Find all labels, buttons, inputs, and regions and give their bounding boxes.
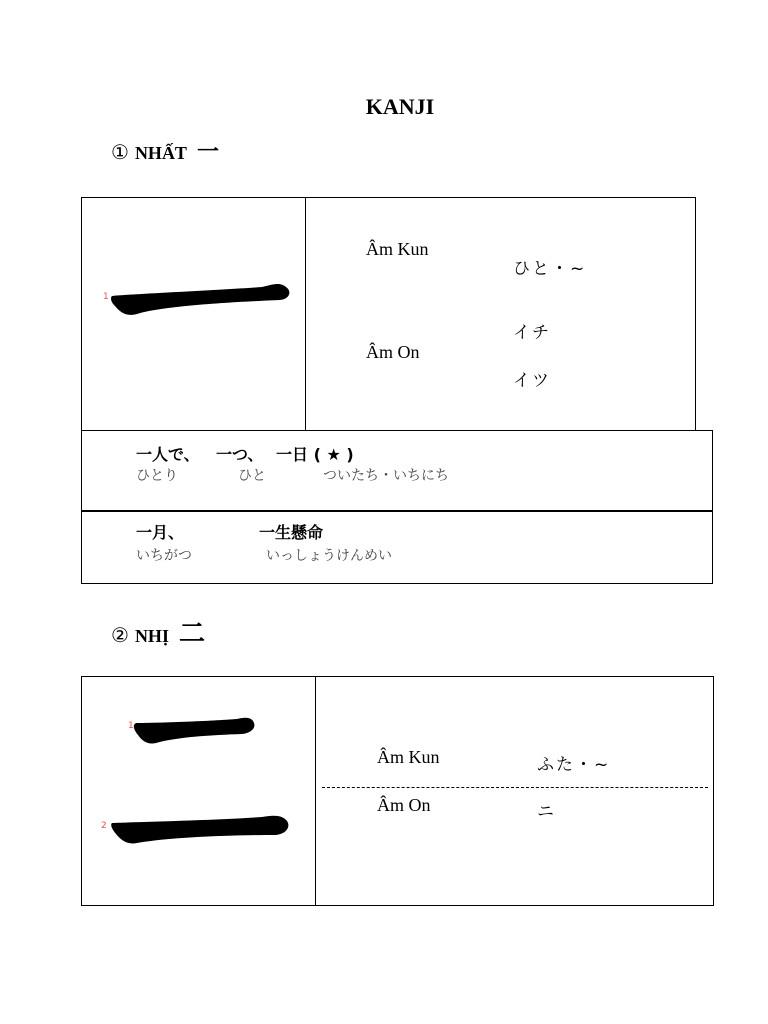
section-kanji: 二 (178, 619, 205, 649)
stroke-number: 1 (103, 292, 109, 302)
section-name: NHỊ (134, 626, 169, 646)
kanji-card-divider (315, 676, 316, 906)
am-on-reading-1: ニ (537, 802, 556, 822)
stroke-number: 1 (128, 721, 134, 731)
stroke-1 (134, 718, 255, 744)
vocab-word: 一日 ( ★ ) (276, 445, 354, 464)
am-on-reading-2: イツ (513, 371, 551, 391)
vocab-reading: ついたち・いちにち (323, 468, 449, 484)
kanji-stroke-diagram-ni (82, 677, 314, 905)
stroke-number: 2 (101, 821, 107, 831)
am-kun-reading: ひと・~ (513, 259, 587, 279)
stroke-2 (111, 816, 288, 844)
vocab-word: 一人で、 (136, 445, 200, 464)
stroke-1 (111, 284, 289, 315)
vocab-word: 一月、 (136, 523, 185, 542)
reading-divider (322, 787, 708, 788)
am-kun-label: Âm Kun (366, 239, 429, 259)
section-kanji: 一 (196, 140, 219, 165)
vocab-word: 一生懸命 (259, 523, 324, 542)
vocab-reading: いっしょうけんめい (266, 548, 392, 564)
section-2-heading (111, 613, 205, 650)
section-number: ① (111, 142, 129, 164)
section-1-heading (111, 135, 219, 166)
vocab-reading: いちがつ (136, 548, 192, 564)
am-on-reading-1: イチ (513, 323, 551, 343)
page-title: KANJI (365, 94, 435, 119)
am-on-label: Âm On (366, 342, 420, 362)
am-on-label: Âm On (377, 795, 431, 815)
kanji-stroke-diagram-ichi (82, 198, 304, 430)
vocab-reading: ひと (238, 468, 266, 484)
vocab-word: 一つ、 (216, 445, 264, 464)
am-kun-label: Âm Kun (377, 747, 440, 767)
section-number: ② (111, 625, 129, 647)
section-name: NHẤT (134, 143, 187, 163)
vocab-reading: ひとり (136, 468, 178, 484)
am-kun-reading: ふた・~ (537, 755, 611, 775)
kanji-card-divider (305, 197, 306, 431)
